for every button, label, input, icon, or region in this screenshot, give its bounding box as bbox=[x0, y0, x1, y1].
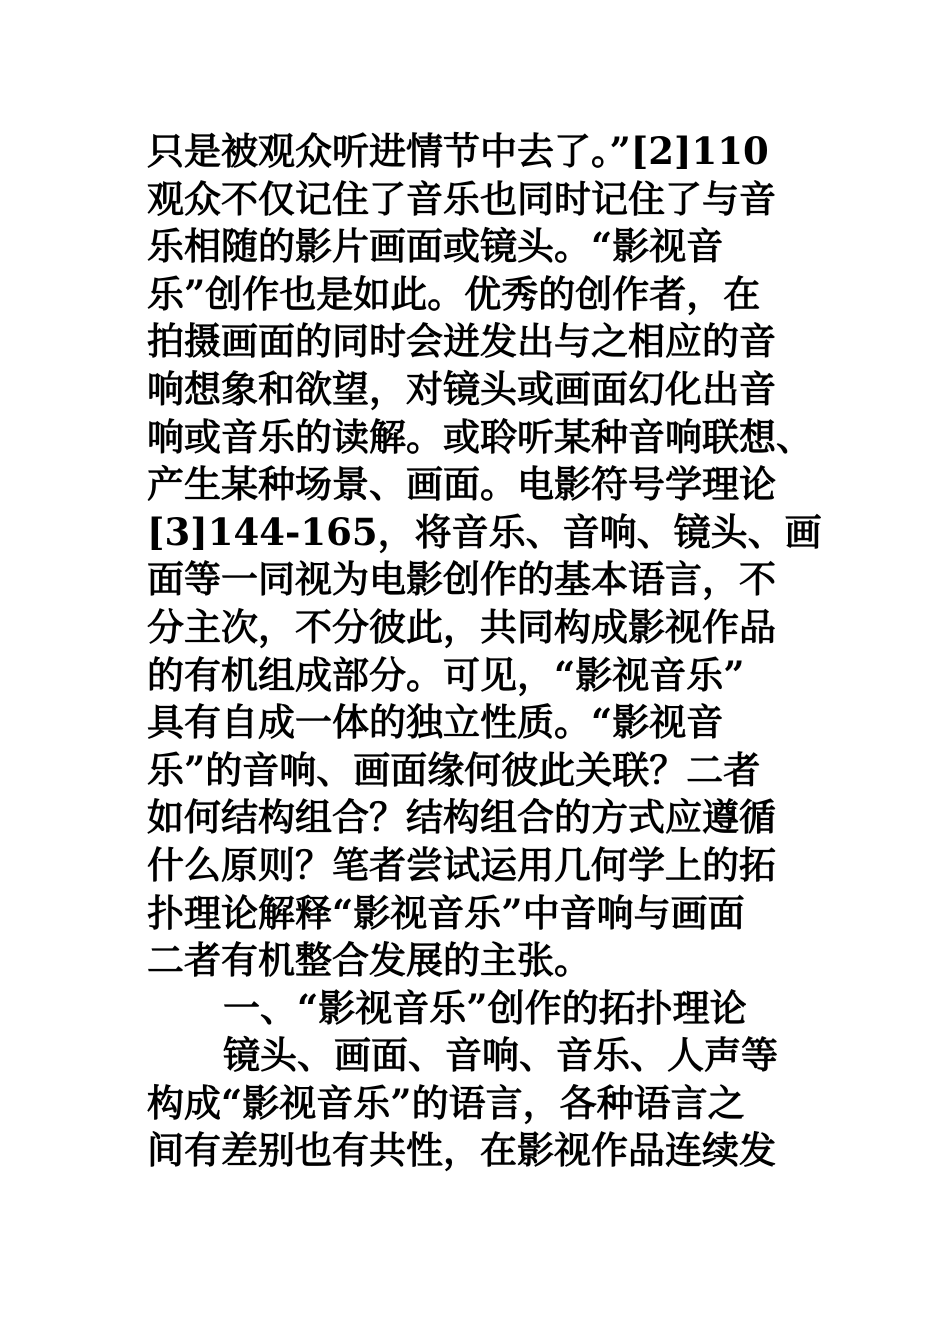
text-line: 具有自成一体的独立性质。“影视音 bbox=[147, 700, 724, 745]
text-line: 镜头、画面、音响、音乐、人声等 bbox=[223, 1033, 778, 1078]
text-line: 乐”的音响、画面缘何彼此关联？二者 bbox=[147, 747, 761, 792]
text-line: 响想象和欲望，对镜头或画面幻化出音 bbox=[147, 366, 776, 411]
text-line: 拍摄画面的同时会迸发出与之相应的音 bbox=[147, 319, 776, 364]
text-line: 响或音乐的读解。或聆听某种音响联想、 bbox=[147, 414, 813, 459]
text-line: 扑理论解释“影视音乐”中音响与画面 bbox=[147, 890, 745, 935]
text-line: 二者有机整合发展的主张。 bbox=[147, 938, 591, 983]
text-line: [3]144-165，将音乐、音响、镜头、画 bbox=[147, 509, 822, 554]
text-line: 间有差别也有共性，在影视作品连续发 bbox=[147, 1128, 776, 1173]
text-line: 面等一同视为电影创作的基本语言，不 bbox=[147, 557, 776, 602]
text-line: 什么原则？笔者尝试运用几何学上的拓 bbox=[147, 842, 776, 887]
text-line: 分主次，不分彼此，共同构成影视作品 bbox=[147, 604, 776, 649]
text-line: 乐相随的影片画面或镜头。“影视音 bbox=[147, 224, 724, 269]
text-line: 只是被观众听进情节中去了。”[2]110 bbox=[147, 129, 769, 173]
body-text bbox=[147, 128, 827, 1175]
text-line: 观众不仅记住了音乐也同时记住了与音 bbox=[147, 176, 776, 221]
section-heading: 一、“影视音乐”创作的拓扑理论 bbox=[223, 985, 747, 1030]
text-line: 产生某种场景、画面。电影符号学理论 bbox=[147, 462, 776, 507]
text-line: 的有机组成部分。可见，“影视音乐” bbox=[147, 652, 745, 697]
text-line: 乐”创作也是如此。优秀的创作者，在 bbox=[147, 271, 761, 316]
text-line: 构成“影视音乐”的语言，各种语言之 bbox=[147, 1080, 745, 1125]
text-line: 如何结构组合？结构组合的方式应遵循 bbox=[147, 795, 776, 840]
